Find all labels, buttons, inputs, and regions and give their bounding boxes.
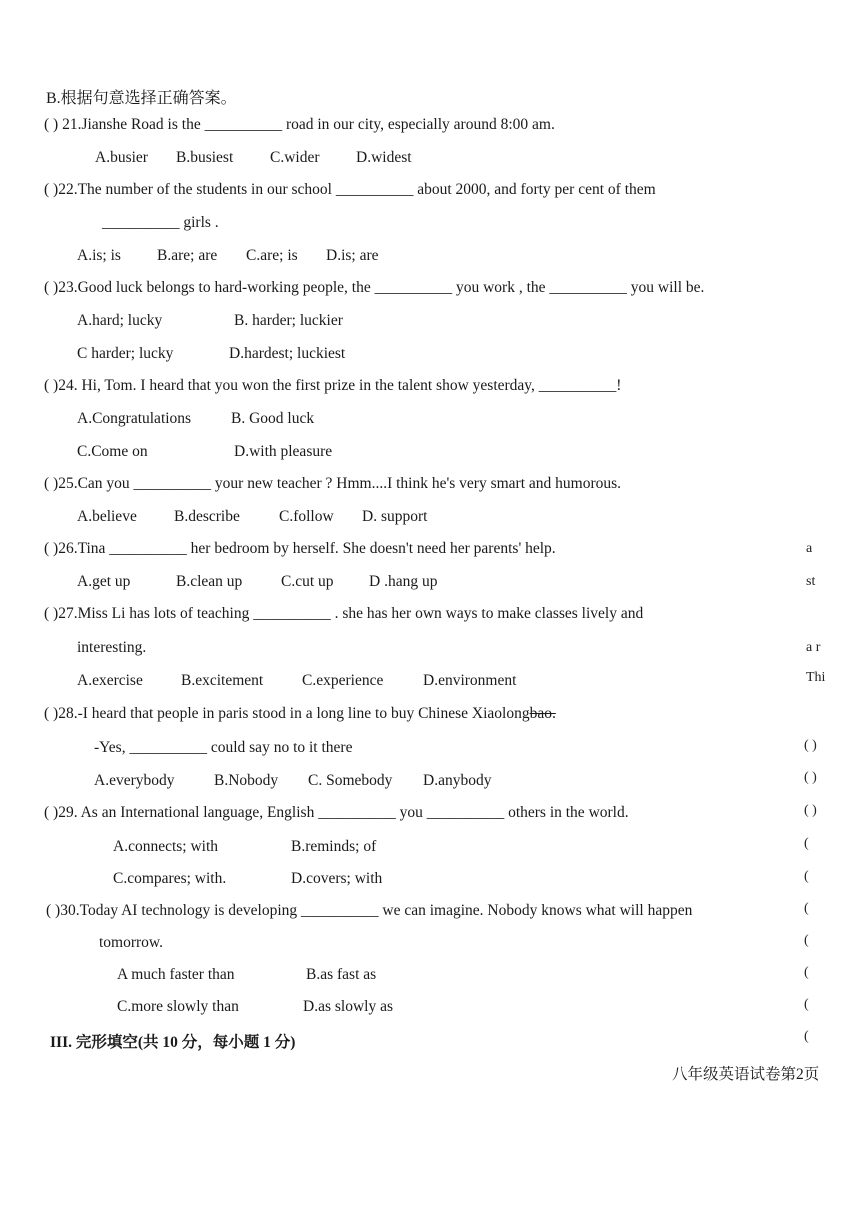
q29-option-b: B.reminds; of <box>291 838 377 855</box>
q21-option-c: C.wider <box>270 149 320 166</box>
question-22-stem: ( )22.The number of the students in our school __________ about 2000, and forty per cent of them <box>44 181 656 198</box>
margin-fragment: ( <box>804 997 809 1012</box>
q28-option-b: B.Nobody <box>214 772 279 789</box>
question-28-struck-text: bao. <box>529 705 556 722</box>
q22-option-c: C.are; is <box>246 247 298 264</box>
q22-option-a: A.is; is <box>77 247 121 264</box>
q22-option-b: B.are; are <box>157 247 218 264</box>
q26-option-b: B.clean up <box>176 573 243 590</box>
question-23-stem: ( )23.Good luck belongs to hard-working people, the __________ you work , the __________ you will be. <box>44 279 705 296</box>
question-27-stem: ( )27.Miss Li has lots of teaching __________ . she has her own ways to make classes lively and <box>44 605 644 622</box>
q23-option-c: C harder; lucky <box>77 345 174 362</box>
q28-option-a: A.everybody <box>94 772 175 789</box>
q29-option-d: D.covers; with <box>291 870 383 887</box>
question-22-stem-continued: __________ girls . <box>102 214 219 231</box>
question-28-stem-text: ( )28.-I heard that people in paris stood in a long line to buy Chinese Xiaolong <box>44 705 530 722</box>
q25-option-c: C.follow <box>279 508 334 525</box>
margin-fragment: ( ) <box>804 803 817 818</box>
q25-option-a: A.believe <box>77 508 137 525</box>
question-29-stem: ( )29. As an International language, English __________ you __________ others in the world. <box>44 804 629 821</box>
q30-option-b: B.as fast as <box>306 966 377 983</box>
q28-option-d: D.anybody <box>423 772 492 789</box>
q26-option-a: A.get up <box>77 573 131 590</box>
margin-fragment: a r <box>806 640 821 655</box>
q27-option-c: C.experience <box>302 672 384 689</box>
question-30-stem-continued: tomorrow. <box>99 934 163 951</box>
question-27-stem-continued: interesting. <box>77 639 147 656</box>
margin-fragment: ( ) <box>804 738 817 753</box>
q27-option-d: D.environment <box>423 672 517 689</box>
question-30-stem: ( )30.Today AI technology is developing __________ we can imagine. Nobody knows what will happen <box>46 902 693 919</box>
margin-fragment: ( <box>804 933 809 948</box>
q25-option-b: B.describe <box>174 508 240 525</box>
question-25-stem: ( )25.Can you __________ your new teacher ? Hmm....I think he's very smart and humorous. <box>44 475 622 492</box>
q26-option-c: C.cut up <box>281 573 334 590</box>
q29-option-a: A.connects; with <box>113 838 219 855</box>
q24-option-a: A.Congratulations <box>77 410 192 427</box>
page-footer: 八年级英语试卷第2页 <box>672 1066 820 1083</box>
q23-option-b: B. harder; luckier <box>234 312 343 329</box>
margin-fragment: ( <box>804 869 809 884</box>
q22-option-d: D.is; are <box>326 247 379 264</box>
margin-fragment: ( <box>804 901 809 916</box>
q30-option-c: C.more slowly than <box>117 998 239 1015</box>
margin-fragment: st <box>806 574 816 589</box>
q24-option-b: B. Good luck <box>231 410 315 427</box>
q24-option-d: D.with pleasure <box>234 443 333 460</box>
question-28-stem <box>44 705 556 723</box>
q21-option-a: A.busier <box>95 149 148 166</box>
q29-option-c: C.compares; with. <box>113 870 227 887</box>
q30-option-a: A much faster than <box>117 966 235 983</box>
q27-option-b: B.excitement <box>181 672 264 689</box>
margin-fragment: ( <box>804 1029 809 1044</box>
q23-option-d: D.hardest; luckiest <box>229 345 346 362</box>
q30-option-d: D.as slowly as <box>303 998 393 1015</box>
q28-option-c: C. Somebody <box>308 772 393 789</box>
question-21-stem: ( ) 21.Jianshe Road is the __________ road in our city, especially around 8:00 am. <box>44 116 555 133</box>
question-24-stem: ( )24. Hi, Tom. I heard that you won the first prize in the talent show yesterday, __________! <box>44 377 622 394</box>
margin-fragment: ( <box>804 965 809 980</box>
margin-fragment: a <box>806 541 813 556</box>
margin-fragment: ( ) <box>804 770 817 785</box>
margin-fragment: Thi <box>806 670 826 685</box>
section-b-title: B.根据句意选择正确答案。 <box>46 90 237 107</box>
q25-option-d: D. support <box>362 508 428 525</box>
q21-option-b: B.busiest <box>176 149 234 166</box>
margin-fragment: ( <box>804 836 809 851</box>
section-iii-title: III. 完形填空(共 10 分，每小题 1 分) <box>50 1034 296 1051</box>
q23-option-a: A.hard; lucky <box>77 312 163 329</box>
question-28-reply: -Yes, __________ could say no to it there <box>94 739 353 756</box>
q26-option-d: D .hang up <box>369 573 438 590</box>
q24-option-c: C.Come on <box>77 443 148 460</box>
question-26-stem: ( )26.Tina __________ her bedroom by herself. She doesn't need her parents' help. <box>44 540 556 557</box>
q21-option-d: D.widest <box>356 149 412 166</box>
q27-option-a: A.exercise <box>77 672 143 689</box>
